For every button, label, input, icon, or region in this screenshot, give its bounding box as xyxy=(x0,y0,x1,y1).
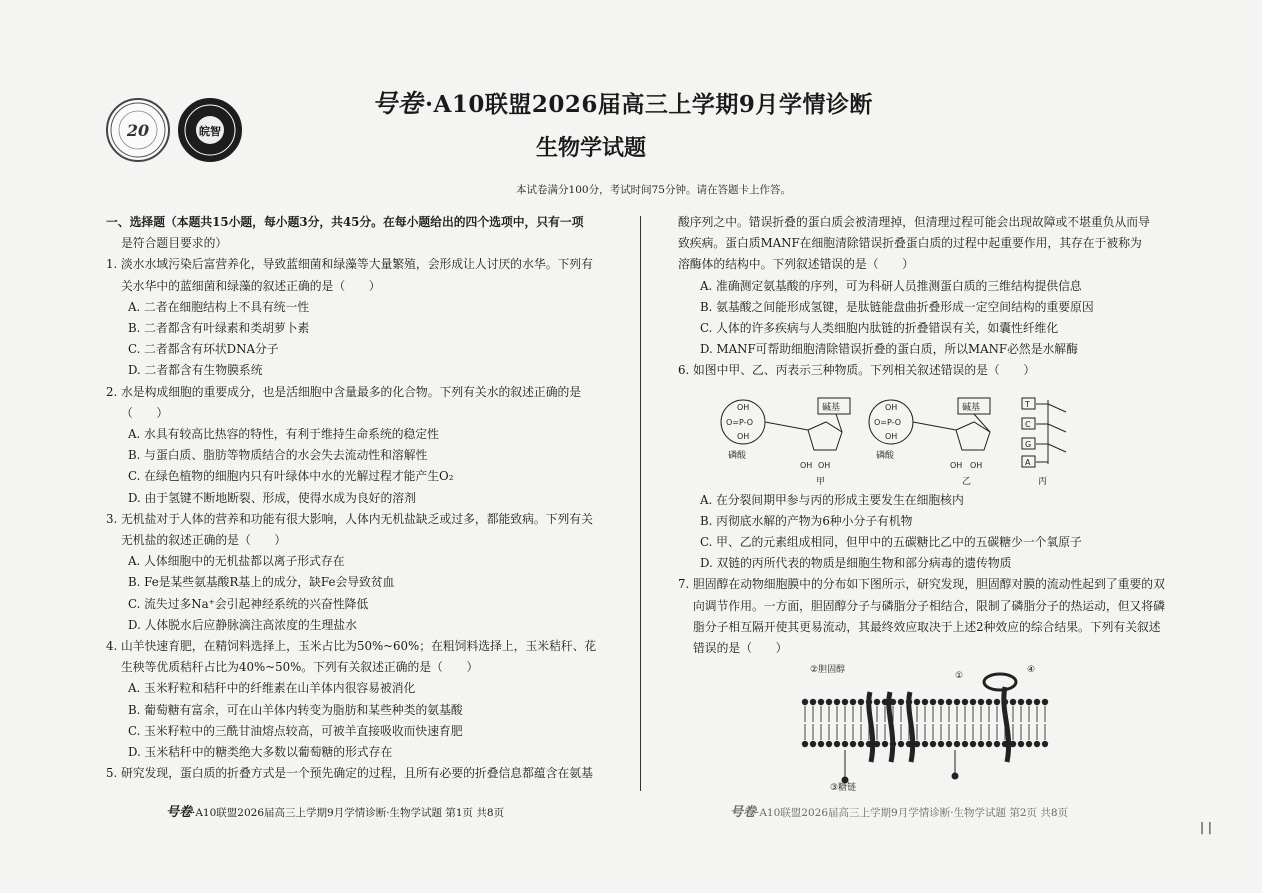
svg-text:OH: OH xyxy=(950,461,963,470)
svg-text:丙: 丙 xyxy=(1038,477,1048,487)
text-line: D. 二者都含有生物膜系统 xyxy=(128,363,263,378)
text-line: D. 双链的丙所代表的物质是细胞生物和部分病毒的遗传物质 xyxy=(700,556,1012,571)
text-line: D. 玉米秸秆中的糖类绝大多数以葡萄糖的形式存在 xyxy=(128,745,393,760)
text-line: （ ） xyxy=(121,405,169,420)
text-line: 溶酶体的结构中。下列叙述错误的是（ ） xyxy=(678,257,914,272)
svg-text:皖智: 皖智 xyxy=(199,125,221,138)
svg-text:C: C xyxy=(1025,420,1031,429)
svg-text:OH: OH xyxy=(970,461,983,470)
svg-text:甲: 甲 xyxy=(816,477,826,487)
text-line: A. 人体细胞中的无机盐都以离子形式存在 xyxy=(128,554,345,569)
svg-text:磷酸: 磷酸 xyxy=(728,451,747,461)
text-line: C. 在绿色植物的细胞内只有叶绿体中水的光解过程才能产生O₂ xyxy=(128,469,454,484)
text-line: 3. 无机盐对于人体的营养和功能有很大影响，人体内无机盐缺乏或过多，都能致病。下列有关 xyxy=(106,511,593,526)
svg-text:OH: OH xyxy=(818,461,831,470)
svg-text:OH: OH xyxy=(885,403,898,412)
svg-text:G: G xyxy=(1025,440,1032,449)
text-line: A. 玉米籽粒和秸秆中的纤维素在山羊体内很容易被消化 xyxy=(128,681,416,696)
svg-text:OH: OH xyxy=(737,432,750,441)
text-line: C. 甲、乙的元素组成相同，但甲中的五碳糖比乙中的五碳糖少一个氧原子 xyxy=(700,535,1082,550)
text-line: 4. 山羊快速育肥，在精饲料选择上，玉米占比为50%~60%；在粗饲料选择上，玉米秸秆、花 xyxy=(106,639,597,654)
text-line: 6. 如图中甲、乙、丙表示三种物质。下列相关叙述错误的是（ ） xyxy=(678,363,1036,378)
svg-text:A: A xyxy=(1025,458,1031,467)
exam-subject: 生物学试题 xyxy=(535,135,646,161)
footer-left: 号卷·A10联盟2026届高三上学期9月学情诊断·生物学试题 第1页 共8页 xyxy=(166,805,505,820)
svg-text:②胆固醇: ②胆固醇 xyxy=(810,665,846,675)
text-line: 关水华中的蓝细菌和绿藻的叙述正确的是（ ） xyxy=(121,278,381,293)
text-line: B. 丙彻底水解的产物为6种小分子有机物 xyxy=(700,513,913,528)
text-line: D. 由于氢键不断地断裂、形成，使得水成为良好的溶剂 xyxy=(128,490,416,505)
svg-text:OH: OH xyxy=(800,461,813,470)
text-line: 1. 淡水水域污染后富营养化，导致蓝细菌和绿藻等大量繁殖，会形成让人讨厌的水华。下列有 xyxy=(106,257,593,272)
text-line: C. 二者都含有环状DNA分子 xyxy=(128,342,279,357)
left-column xyxy=(106,212,606,784)
text-line: 错误的是（ ） xyxy=(693,641,788,656)
text-line: B. 二者都含有叶绿素和类胡萝卜素 xyxy=(128,321,310,336)
text-line: 是符合题目要求的） xyxy=(121,236,228,251)
svg-text:OH: OH xyxy=(737,403,750,412)
exam-notice: 本试卷满分100分，考试时间75分钟。请在答题卡上作答。 xyxy=(516,184,791,196)
text-line: B. 与蛋白质、脂肪等物质结合的水会失去流动性和溶解性 xyxy=(128,448,428,463)
text-line: B. 氨基酸之间能形成氢键，是肽链能盘曲折叠形成一定空间结构的重要原因 xyxy=(700,299,1094,314)
text-line: 7. 胆固醇在动物细胞膜中的分布如下图所示，研究发现，胆固醇对膜的流动性起到了重要的双 xyxy=(678,577,1165,592)
svg-text:O=P-O: O=P-O xyxy=(874,418,902,427)
footer-right: 号卷·A10联盟2026届高三上学期9月学情诊断·生物学试题 第2页 共8页 xyxy=(730,805,1069,820)
text-line: C. 人体的许多疾病与人类细胞内肽链的折叠错误有关，如囊性纤维化 xyxy=(700,321,1059,336)
text-line: 脂分子相互隔开使其更易流动，其最终效应取决于上述2种效应的综合结果。下列有关叙述 xyxy=(693,619,1161,634)
text-line: 酸序列之中。错误折叠的蛋白质会被清理掉，但清理过程可能会出现故障或不堪重负从而导 xyxy=(678,215,1150,229)
title-text: ·A10联盟2026届高三上学期9月学情诊断 xyxy=(425,91,873,118)
svg-text:20: 20 xyxy=(126,121,150,140)
exam-title xyxy=(372,84,873,120)
text-line: C. 玉米籽粒中的三酰甘油熔点较高，可被羊直接吸收而快速育肥 xyxy=(128,723,463,738)
column-divider xyxy=(640,216,641,791)
figure-6 xyxy=(718,392,1078,492)
svg-text:T: T xyxy=(1025,400,1030,409)
text-line: C. 流失过多Na⁺会引起神经系统的兴奋性降低 xyxy=(128,596,369,611)
text-line: D. MANF可帮助细胞清除错误折叠的蛋白质，所以MANF必然是水解酶 xyxy=(700,342,1078,357)
text-line: A. 水具有较高比热容的特性，有利于维持生命系统的稳定性 xyxy=(128,427,439,442)
text-line: A. 二者在细胞结构上不具有统一性 xyxy=(128,299,310,314)
text-line: B. Fe是某些氨基酸R基上的成分，缺Fe会导致贫血 xyxy=(128,575,395,590)
text-line: 5. 研究发现，蛋白质的折叠方式是一个预先确定的过程，且所有必要的折叠信息都蕴含在氨基 xyxy=(106,766,593,781)
svg-text:①: ① xyxy=(955,671,964,681)
svg-text:磷酸: 磷酸 xyxy=(876,451,895,461)
text-line: 向调节作用。一方面，胆固醇分子与磷脂分子相结合，限制了磷脂分子的热运动，但又将磷 xyxy=(693,598,1165,613)
svg-text:④: ④ xyxy=(1027,665,1036,675)
text-line: A. 在分裂间期甲参与丙的形成主要发生在细胞核内 xyxy=(700,492,964,507)
figure-7 xyxy=(795,662,1055,792)
text-line: 一、选择题（本题共15小题，每小题3分，共45分。在每小题给出的四个选项中，只有一项 xyxy=(106,215,584,229)
svg-text:乙: 乙 xyxy=(962,477,972,487)
brand-mark: 号卷 xyxy=(372,89,424,118)
svg-text:OH: OH xyxy=(885,432,898,441)
nucleotide-diagram xyxy=(718,392,1078,492)
text-line: 2. 水是构成细胞的重要成分，也是活细胞中含量最多的化合物。下列有关水的叙述正确的是 xyxy=(106,384,582,399)
text-line: B. 葡萄糖有富余，可在山羊体内转变为脂肪和某些种类的氨基酸 xyxy=(128,702,463,717)
text-line: A. 准确测定氨基酸的序列，可为科研人员推测蛋白质的三维结构提供信息 xyxy=(700,278,1082,293)
text-line: 生秧等优质秸秆占比为40%~50%。下列有关叙述正确的是（ ） xyxy=(121,660,479,675)
svg-text:碱基: 碱基 xyxy=(822,403,841,413)
membrane-diagram xyxy=(795,662,1055,792)
page-mark: | | xyxy=(1200,820,1212,834)
svg-text:③糖链: ③糖链 xyxy=(830,783,857,792)
svg-text:O=P-O: O=P-O xyxy=(726,418,754,427)
text-line: 致疾病。蛋白质MANF在细胞清除错误折叠蛋白质的过程中起重要作用，其存在于被称为 xyxy=(678,236,1142,251)
svg-text:碱基: 碱基 xyxy=(962,403,981,413)
text-line: 无机盐的叙述正确的是（ ） xyxy=(121,533,287,548)
text-line: D. 人体脱水后应静脉滴注高浓度的生理盐水 xyxy=(128,617,357,632)
